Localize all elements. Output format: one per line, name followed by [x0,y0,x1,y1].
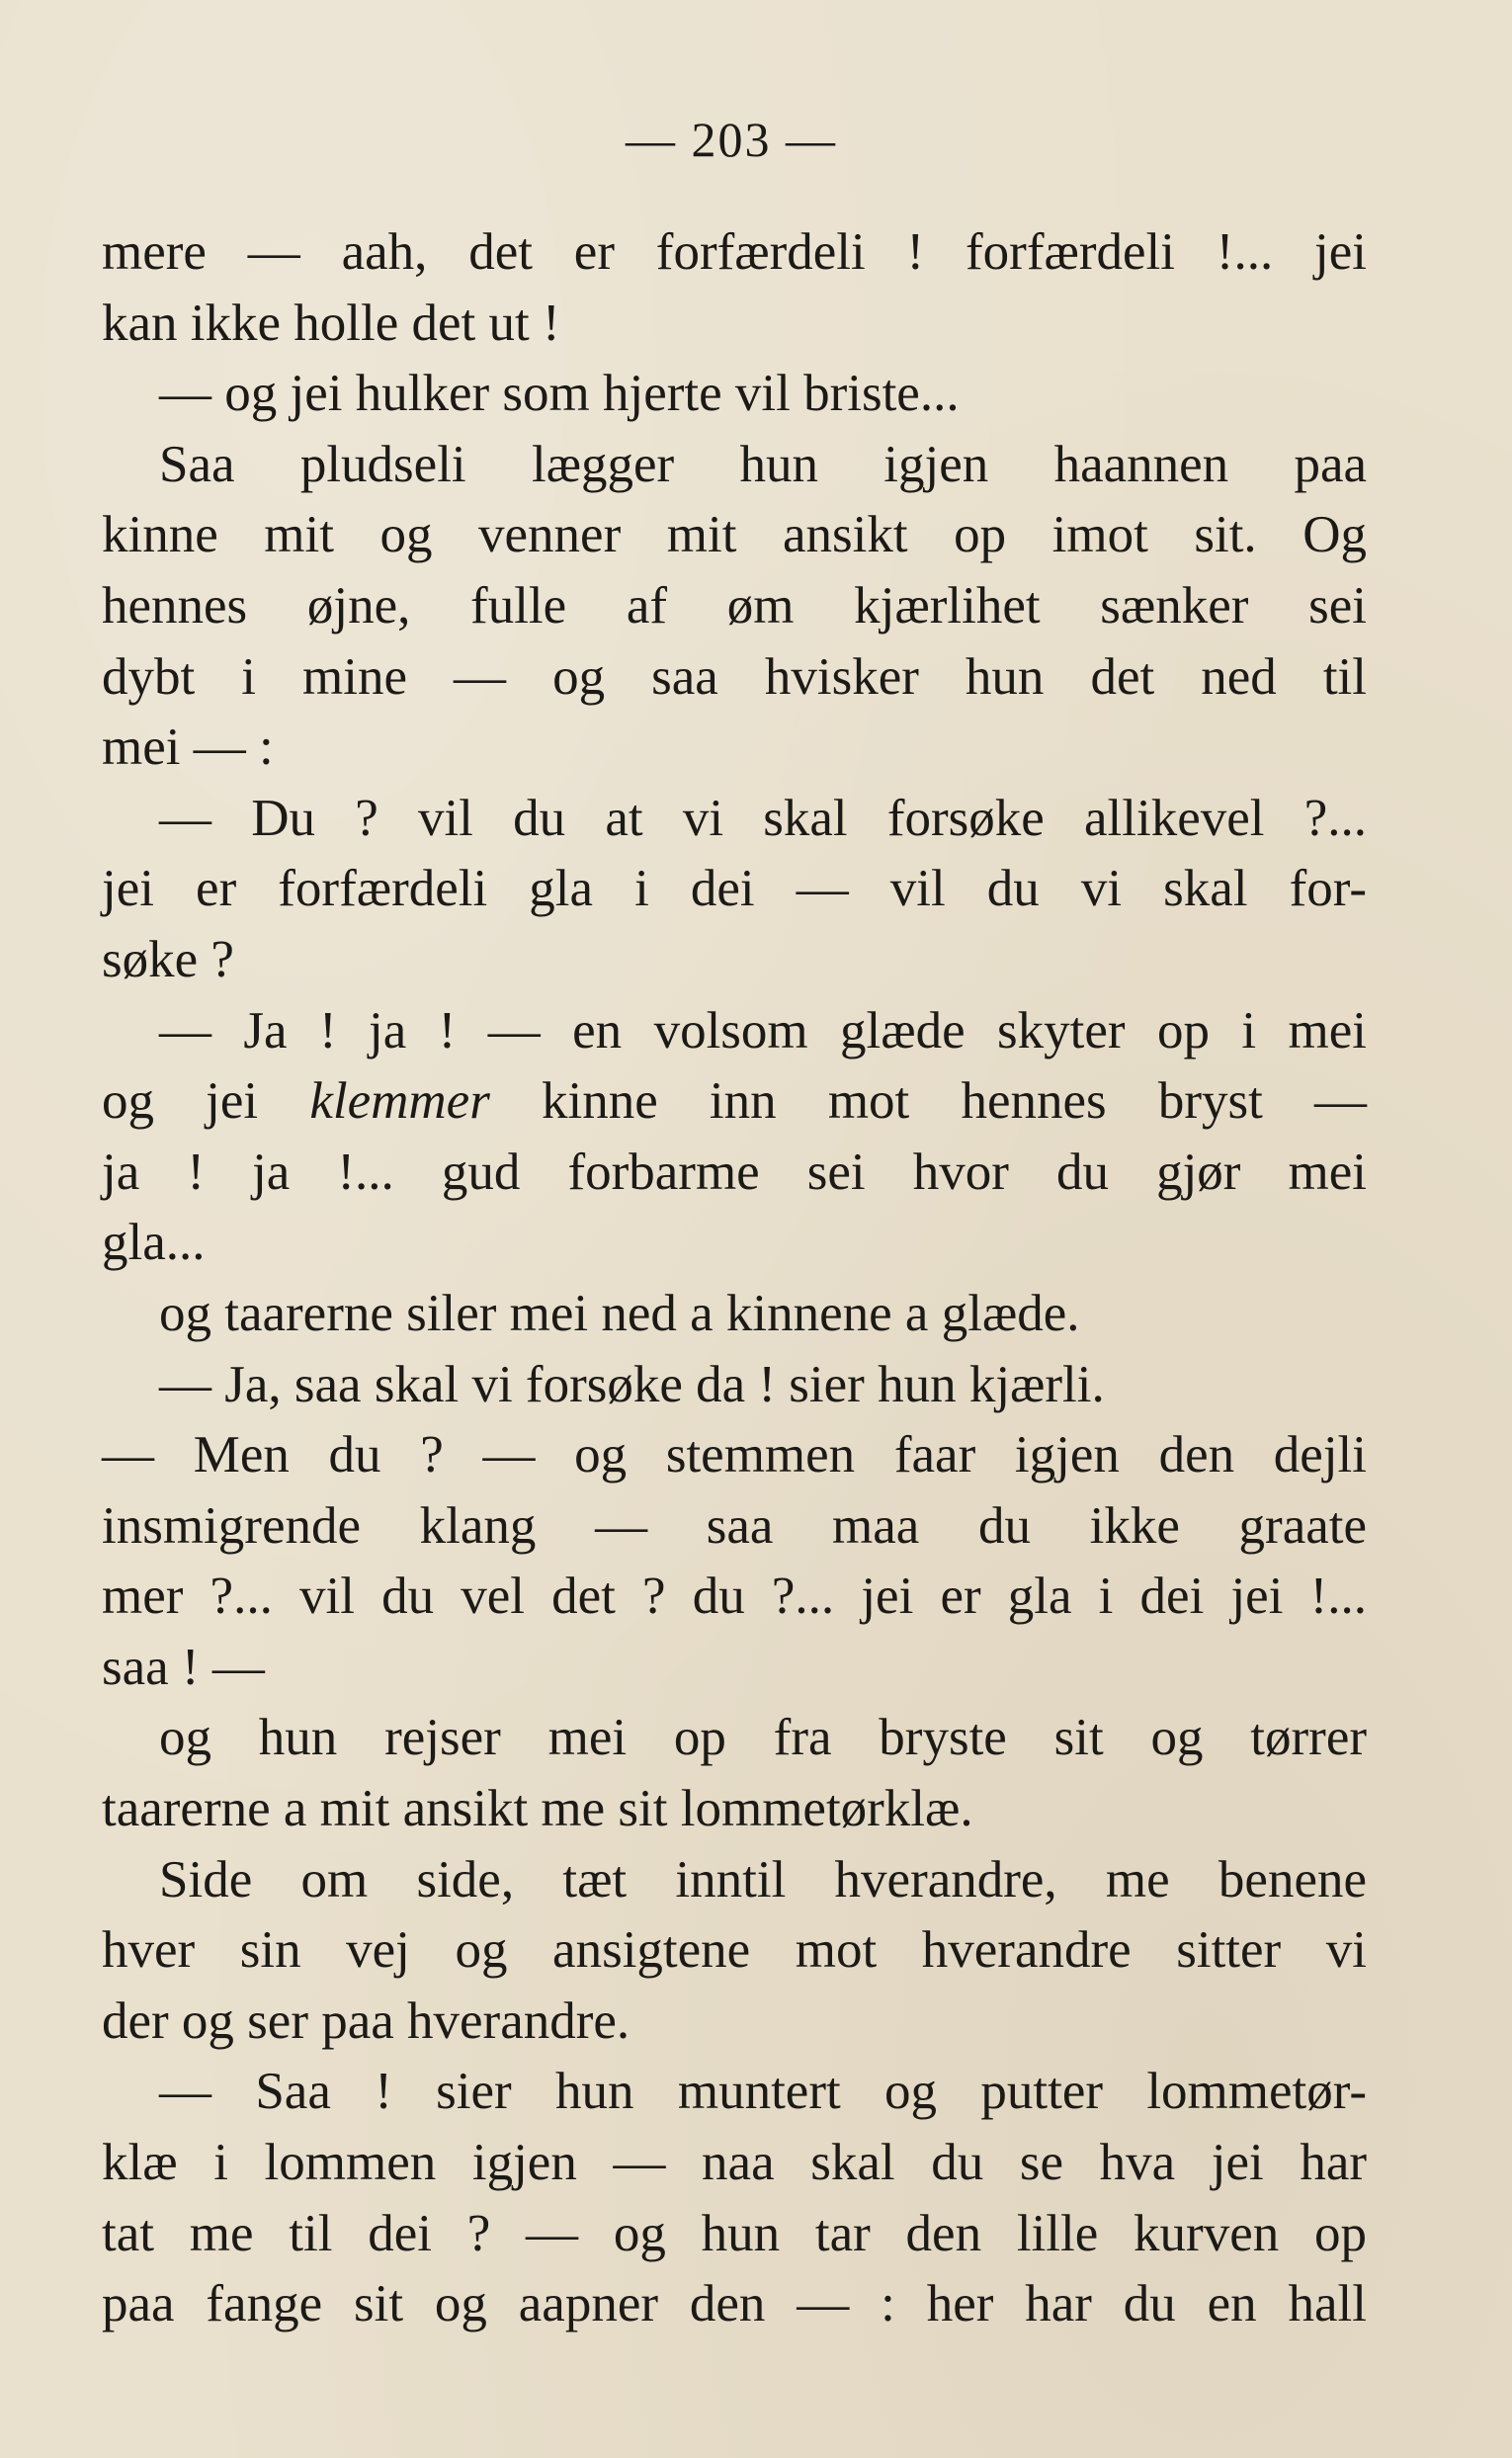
text-segment: paa fange sit og aapner den — : her har du en hall [102,2275,1367,2333]
text-segment: taarerne a mit ansikt me sit lommetørklæ. [102,1780,973,1838]
text-segment: søke ? [102,930,234,988]
text-line [102,1066,1367,1138]
text-segment: mer ?... vil du vel det ? du ?... jei er gla i dei jei !... [102,1568,1367,1626]
text-segment: hennes øjne, fulle af øm kjærlihet sænker sei [102,576,1367,635]
text-line [102,996,1367,1067]
text-segment: og taarerne siler mei ned a kinnene a glæde. [159,1284,1080,1342]
text-line [102,2199,1367,2270]
text-line [102,571,1367,642]
emphasized-word: klemmer [309,1072,490,1131]
text-segment: ja ! ja !... gud forbarme sei hvor du gjør mei [102,1143,1367,1201]
text-line [102,1915,1367,1987]
text-line [102,1774,1367,1845]
text-line [102,1350,1367,1421]
text-line [102,1208,1367,1279]
text-segment: tat me til dei ? — og hun tar den lille kurven op [102,2204,1367,2262]
text-line [102,217,1367,289]
text-line [102,1845,1367,1916]
text-line [102,1633,1367,1704]
text-segment: og jei [102,1072,310,1131]
text-segment: kinne mit og venner mit ansikt op imot sit. Og [102,506,1367,564]
text-line [102,1703,1367,1774]
text-segment: Side om side, tæt inntil hverandre, me benene [159,1850,1367,1908]
text-line [102,359,1367,430]
text-segment: — Men du ? — og stemmen faar igjen den dejli [102,1426,1367,1484]
body-text [102,217,1367,2340]
text-segment: — Saa ! sier hun muntert og putter lommetør- [159,2063,1367,2121]
text-line [102,430,1367,501]
text-line [102,1562,1367,1633]
text-segment: — Du ? vil du at vi skal forsøke allikevel ?... [159,789,1367,847]
text-segment: — og jei hulker som hjerte vil briste... [159,365,960,423]
text-line [102,713,1367,784]
text-segment: hver sin vej og ansigtene mot hverandre sitter vi [102,1921,1367,1980]
text-line [102,2269,1367,2340]
text-segment: kan ikke holle det ut ! [102,294,560,352]
text-line [102,2057,1367,2128]
text-segment: insmigrende klang — saa maa du ikke graate [102,1496,1367,1555]
text-segment: mei — : [102,719,274,777]
text-line [102,854,1367,925]
text-segment: mere — aah, det er forfærdeli ! forfærdeli !... jei [102,223,1367,281]
text-segment: klæ i lommen igjen — naa skal du se hva jei har [102,2134,1367,2192]
text-line [102,1138,1367,1209]
text-line [102,289,1367,360]
text-line [102,1491,1367,1563]
text-line [102,2128,1367,2199]
text-line [102,925,1367,996]
text-segment: — Ja, saa skal vi forsøke da ! sier hun kjærli. [159,1355,1105,1413]
text-segment: gla... [102,1214,206,1272]
text-segment: — Ja ! ja ! — en volsom glæde skyter op i mei [159,1001,1367,1059]
text-segment: saa ! — [102,1638,265,1696]
page-number: — 203 — [626,112,837,167]
text-segment: Saa pludseli lægger hun igjen haannen paa [159,435,1367,493]
text-segment: dybt i mine — og saa hvisker hun det ned til [102,647,1367,706]
text-segment: der og ser paa hverandre. [102,1992,630,2050]
text-segment: kinne inn mot hennes bryst — [489,1072,1367,1131]
text-line [102,500,1367,571]
text-segment: og hun rejser mei op fra bryste sit og tørrer [159,1709,1367,1767]
text-line [102,1279,1367,1350]
text-line [102,784,1367,855]
text-segment: jei er forfærdeli gla i dei — vil du vi skal for- [102,860,1367,918]
text-line [102,1420,1367,1491]
text-line [102,1987,1367,2058]
text-line [102,642,1367,714]
